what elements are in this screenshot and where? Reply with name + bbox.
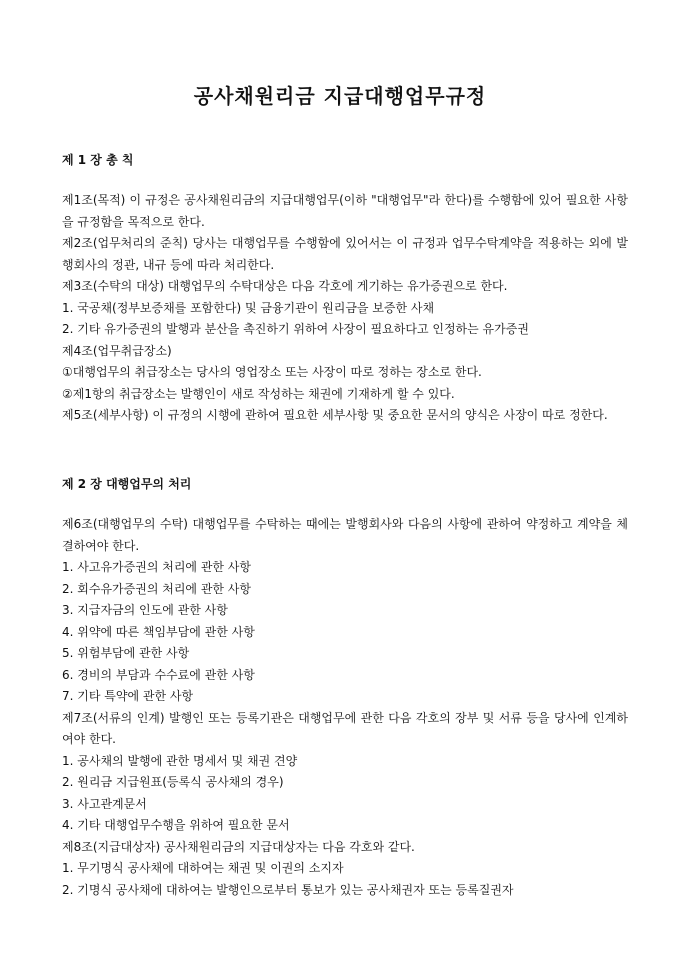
list-item: 2. 기명식 공사채에 대하여는 발행인으로부터 통보가 있는 공사채권자 또는 등록질권자	[62, 882, 514, 897]
list-item: 7. 기타 특약에 관한 사항	[62, 689, 194, 703]
article-paragraph: 제7조(서류의 인계) 발행인 또는 등록기관은 대행업무에 관한 다음 각호의 장부 및 서류 등을 당사에 인계하여야 한다.	[62, 710, 628, 746]
list-item: ①대행업무의 취급장소는 당사의 영업장소 또는 사장이 따로 정하는 장소로 한다.	[62, 365, 482, 379]
list-item: 5. 위험부담에 관한 사항	[62, 646, 190, 660]
article-paragraph: 제3조(수탁의 대상) 대행업무의 수탁대상은 다음 각호에 게기하는 유가증권으로 한다.	[62, 279, 508, 293]
article-paragraph: 제2조(업무처리의 준칙) 당사는 대행업무를 수행함에 있어서는 이 규정과 업무수탁계약을 적용하는 외에 발행회사의 정관, 내규 등에 따라 처리한다.	[62, 236, 628, 272]
list-item: 1. 사고유가증권의 처리에 관한 사항	[62, 560, 251, 574]
list-item: 4. 위약에 따른 책임부담에 관한 사항	[62, 624, 255, 639]
list-item: 2. 원리금 지급원표(등록식 공사채의 경우)	[62, 775, 284, 789]
document-title: 공사채원리금 지급대행업무규정	[193, 84, 487, 108]
list-item: 3. 지급자금의 인도에 관한 사항	[62, 603, 228, 617]
article-paragraph: 제5조(세부사항) 이 규정의 시행에 관하여 필요한 세부사항 및 중요한 문서의 양식은 사장이 따로 정한다.	[62, 408, 608, 422]
list-item: 1. 공사채의 발행에 관한 명세서 및 채권 견양	[62, 753, 298, 768]
article-paragraph: 제6조(대행업무의 수탁) 대행업무를 수탁하는 때에는 발행회사와 다음의 사항에 관하여 약정하고 계약을 체결하여야 한다.	[62, 517, 628, 553]
list-item: 3. 사고관계문서	[62, 796, 147, 811]
list-item: 2. 회수유가증권의 처리에 관한 사항	[62, 581, 251, 596]
list-item: 6. 경비의 부담과 수수료에 관한 사항	[62, 667, 255, 682]
chapter-2-body	[62, 514, 628, 901]
list-item: 4. 기타 대행업무수행을 위하여 필요한 문서	[62, 818, 290, 832]
chapter-1-heading: 제 1 장 총 칙	[62, 153, 134, 167]
list-item: 1. 무기명식 공사채에 대하여는 채권 및 이권의 소지자	[62, 861, 344, 875]
list-item: ②제1항의 취급장소는 발행인이 새로 작성하는 채권에 기재하게 할 수 있다.	[62, 386, 455, 401]
article-paragraph: 제4조(업무취급장소)	[62, 343, 172, 358]
chapter-2-heading: 제 2 장 대행업무의 처리	[62, 477, 192, 491]
article-paragraph: 제8조(지급대상자) 공사채원리금의 지급대상자는 다음 각호와 같다.	[62, 839, 415, 854]
article-paragraph: 제1조(목적) 이 규정은 공사채원리금의 지급대행업무(이하 "대행업무"라 한다)를 수행함에 있어 필요한 사항을 규정함을 목적으로 한다.	[62, 193, 628, 229]
chapter-1-body	[62, 190, 628, 427]
list-item: 2. 기타 유가증권의 발행과 분산을 촉진하기 위하여 사장이 필요하다고 인정하는 유가증권	[62, 322, 529, 336]
list-item: 1. 국공채(정부보증채를 포함한다) 및 금융기관이 원리금을 보증한 사채	[62, 300, 435, 315]
